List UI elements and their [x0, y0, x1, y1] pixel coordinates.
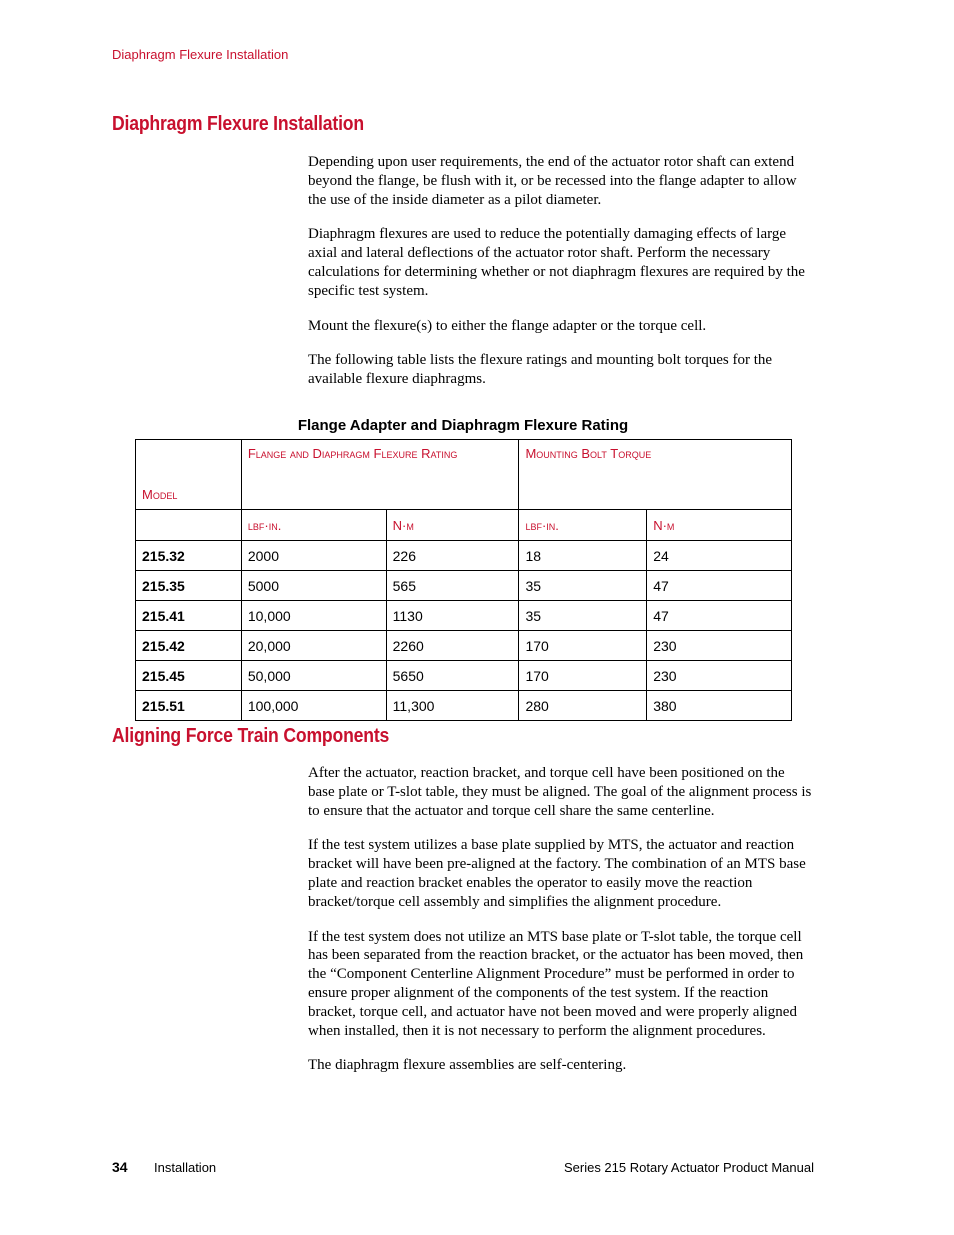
unit-header: N·m: [386, 510, 519, 541]
table-row: [136, 631, 792, 661]
unit-header: N·m: [647, 510, 792, 541]
column-header-flange-rating: Flange and Diaphragm Flexure Rating: [241, 440, 519, 510]
section-heading-diaphragm: Diaphragm Flexure Installation: [112, 113, 364, 135]
paragraph: If the test system does not utilize an MTS base plate or T-slot table, the torque cell has been separated from the reaction bracket, or the actuator has been moved, then the “Component Centerline Alignment Procedure” must be performed in order to ensure proper alignment of the components of the test system. If the reaction bracket, torque cell, and actuator have not been moved and were properly aligned when installed, then it is not necessary to perform the alignment procedures.: [308, 928, 804, 1039]
paragraph: If the test system utilizes a base plate supplied by MTS, the actuator and reaction bracket will have been pre-aligned at the factory. The combination of an MTS base plate and reaction bracket enables the operator to easily move the reaction bracket/torque cell assembly and simplifies the alignment procedure.: [308, 837, 806, 910]
page-number: 34: [112, 1159, 128, 1175]
paragraph: The diaphragm flexure assemblies are self-centering.: [308, 1057, 627, 1074]
table-row: [136, 601, 792, 631]
footer-manual-title: Series 215 Rotary Actuator Product Manual: [563, 1160, 814, 1175]
table-header-row: [136, 440, 792, 510]
table-cell: 10,000: [241, 601, 386, 631]
table-cell: 35: [519, 571, 647, 601]
running-header: Diaphragm Flexure Installation: [112, 47, 289, 62]
footer-section-name: Installation: [154, 1160, 217, 1175]
table-cell: 170: [519, 661, 647, 691]
table-cell: 18: [519, 541, 647, 571]
unit-header: lbf·in.: [519, 510, 647, 541]
model-cell: 215.42: [136, 631, 242, 661]
table-cell: 5000: [241, 571, 386, 601]
unit-header: lbf·in.: [241, 510, 386, 541]
paragraph: The following table lists the flexure ratings and mounting bolt torques for the available flexure diaphragms.: [308, 352, 773, 388]
model-cell: 215.35: [136, 571, 242, 601]
table-row: [136, 571, 792, 601]
paragraph: Depending upon user requirements, the end of the actuator rotor shaft can extend beyond the flange, be flush with it, or be recessed into the flange adapter to allow the use of the inside diameter as a pilot diameter.: [308, 154, 797, 208]
paragraph: Diaphragm flexures are used to reduce the potentially damaging effects of large axial and lateral deflections of the actuator rotor shaft. Perform the necessary calculations for determining whether or not diaphragm flexures are required by the specific test system.: [308, 226, 805, 299]
column-header-model: Model: [136, 440, 242, 510]
paragraph: After the actuator, reaction bracket, and torque cell have been positioned on the base plate or T-slot table, they must be aligned. The goal of the alignment process is to ensure that the actuator and torque cell share the same centerline.: [308, 765, 812, 819]
flexure-rating-table: [135, 439, 792, 721]
table-row: [136, 691, 792, 721]
model-cell: 215.45: [136, 661, 242, 691]
section-heading-aligning: Aligning Force Train Components: [112, 725, 390, 747]
table-cell: 24: [647, 541, 792, 571]
table-cell: 226: [386, 541, 519, 571]
table-caption: Flange Adapter and Diaphragm Flexure Rating: [297, 417, 629, 434]
table-cell: 11,300: [386, 691, 519, 721]
table-cell: 230: [647, 661, 792, 691]
section-body-diaphragm: [308, 153, 814, 405]
model-cell: 215.41: [136, 601, 242, 631]
model-cell: 215.51: [136, 691, 242, 721]
paragraph: Mount the flexure(s) to either the flange adapter or the torque cell.: [308, 317, 707, 334]
table-cell: 5650: [386, 661, 519, 691]
table-cell: 380: [647, 691, 792, 721]
table-cell: 565: [386, 571, 519, 601]
table-cell: 170: [519, 631, 647, 661]
units-blank-cell: [136, 510, 242, 541]
table-cell: 1130: [386, 601, 519, 631]
model-cell: 215.32: [136, 541, 242, 571]
table-units-row: [136, 510, 792, 541]
column-header-bolt-torque: Mounting Bolt Torque: [519, 440, 792, 510]
table-cell: 2000: [241, 541, 386, 571]
table-cell: 50,000: [241, 661, 386, 691]
section-body-aligning: [308, 764, 814, 1091]
table-cell: 230: [647, 631, 792, 661]
table-cell: 100,000: [241, 691, 386, 721]
table-cell: 47: [647, 601, 792, 631]
table-cell: 47: [647, 571, 792, 601]
table-cell: 280: [519, 691, 647, 721]
table-cell: 35: [519, 601, 647, 631]
table-row: [136, 541, 792, 571]
table-row: [136, 661, 792, 691]
table-cell: 2260: [386, 631, 519, 661]
table-cell: 20,000: [241, 631, 386, 661]
